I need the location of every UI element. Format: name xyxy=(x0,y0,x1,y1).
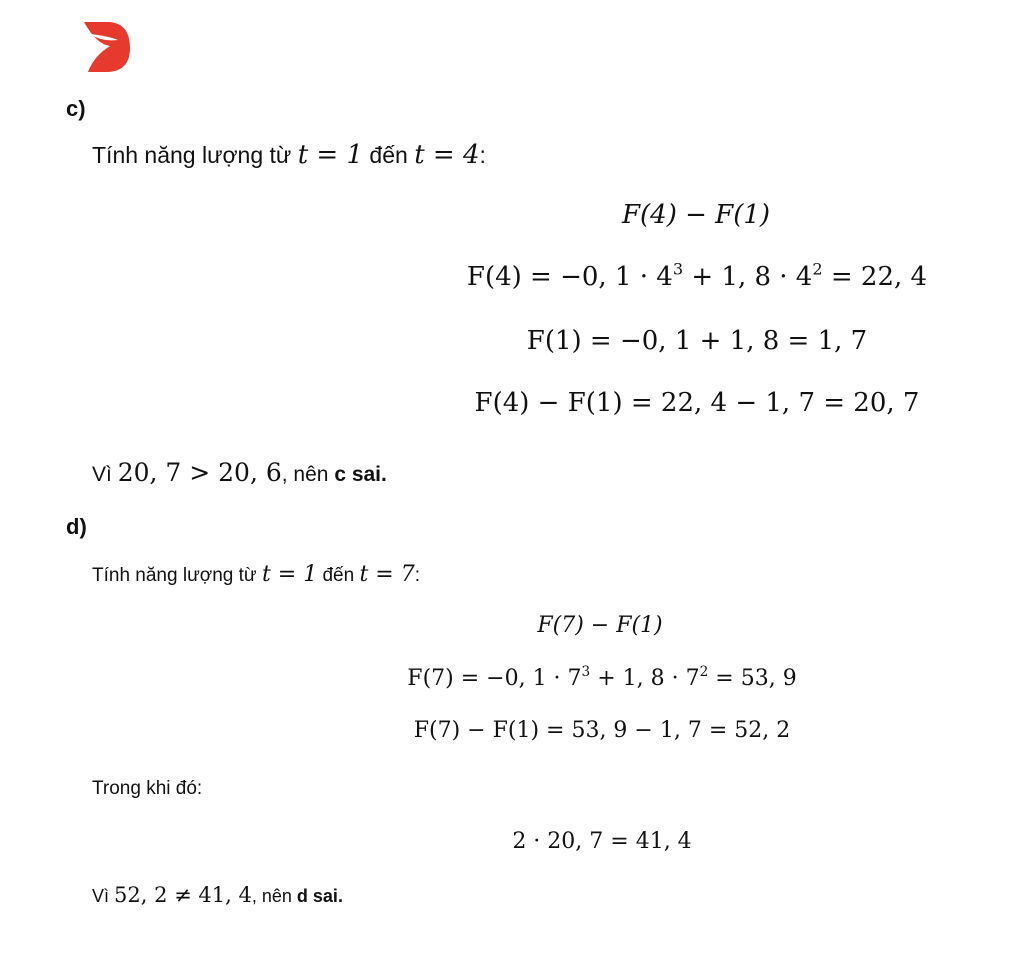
part-c-verdict: c sai xyxy=(334,463,382,486)
part-d-conclusion-end: . xyxy=(337,886,343,906)
part-d-eq2-post: = 53, 9 xyxy=(708,666,797,691)
part-d-eq2-exp1: 3 xyxy=(581,664,591,681)
part-c-eq2-mid: + 1, 8 · 4 xyxy=(683,262,813,292)
part-d-intro-text: Tính năng lượng từ xyxy=(92,565,257,586)
part-c-conclusion-mid: , nên xyxy=(281,463,329,486)
part-d-intro-colon: : xyxy=(414,565,421,586)
part-d-intro xyxy=(92,562,420,587)
part-c-eq2-pre: F(4) = −0, 1 · 4 xyxy=(466,262,673,292)
part-c-eq2 xyxy=(466,259,928,292)
part-d-eq2-pre: F(7) = −0, 1 · 7 xyxy=(407,666,582,691)
part-c-conclusion xyxy=(92,458,387,487)
part-c-intro xyxy=(92,140,486,170)
part-c-eq3: F(1) = −0, 1 + 1, 8 = 1, 7 xyxy=(526,326,868,356)
red-d-brand-logo-icon xyxy=(80,16,132,76)
part-c-label: c) xyxy=(66,96,86,121)
part-d-label: d) xyxy=(66,514,87,539)
part-d-eq4: 2 · 20, 7 = 41, 4 xyxy=(512,829,692,854)
part-d-conclusion xyxy=(92,883,343,907)
part-d-intro-mid: đến xyxy=(322,565,355,586)
part-d-conclusion-pre: Vì xyxy=(92,886,110,906)
part-d-eq2-mid: + 1, 8 · 7 xyxy=(590,666,700,691)
part-d-meanwhile: Trong khi đó: xyxy=(92,778,203,799)
part-d-t-end: t = 7 xyxy=(359,562,415,587)
part-c-conclusion-end: . xyxy=(381,463,387,486)
part-c-intro-mid: đến xyxy=(369,142,408,168)
part-d-conclusion-math: 52, 2 ≠ 41, 4 xyxy=(114,883,252,907)
part-d-eq1: F(7) − F(1) xyxy=(537,613,663,638)
part-d-verdict: d sai xyxy=(296,886,338,906)
part-c-conclusion-math: 20, 7 > 20, 6 xyxy=(117,458,282,487)
part-c-conclusion-pre: Vì xyxy=(92,463,112,486)
part-c-intro-colon: : xyxy=(479,142,486,168)
part-d-conclusion-mid: , nên xyxy=(251,886,292,906)
part-c-eq4: F(4) − F(1) = 22, 4 − 1, 7 = 20, 7 xyxy=(474,388,920,418)
part-d-eq2 xyxy=(407,666,796,691)
part-c-eq2-exp2: 2 xyxy=(812,259,823,279)
part-c-eq2-post: = 22, 4 xyxy=(822,262,928,292)
part-c-eq1: F(4) − F(1) xyxy=(621,200,771,230)
part-c-eq2-exp1: 3 xyxy=(672,259,684,279)
part-d-t-start: t = 1 xyxy=(261,562,318,587)
part-d-eq3: F(7) − F(1) = 53, 9 − 1, 7 = 52, 2 xyxy=(413,718,791,743)
part-c-t-end: t = 4 xyxy=(414,140,480,170)
part-d-eq2-exp2: 2 xyxy=(699,664,709,681)
part-c-t-start: t = 1 xyxy=(297,140,364,170)
part-c-intro-text: Tính năng lượng từ xyxy=(92,142,292,168)
